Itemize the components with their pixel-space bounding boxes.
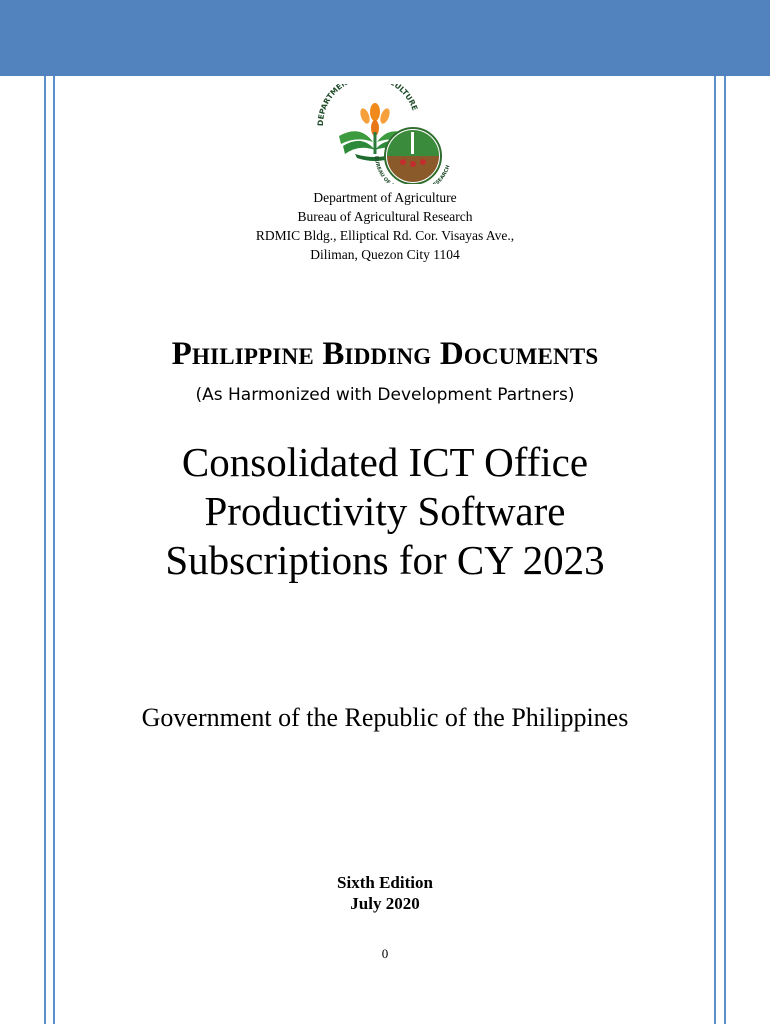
address-line-department: Department of Agriculture: [313, 190, 457, 205]
svg-text:DEPARTMENT OF AGRICULTURE: DEPARTME ULTURE: [315, 84, 420, 127]
svg-text:BUREAU OF AGRICULTURAL RESEARC: BUREAU OF SEARCH: [372, 155, 452, 184]
page-number: 0: [381, 946, 389, 961]
project-title: [0, 438, 770, 585]
project-title-line-3: Subscriptions for CY 2023: [165, 537, 605, 583]
top-band: [0, 0, 770, 76]
address-line-city: Diliman, Quezon City 1104: [310, 247, 460, 262]
project-title-line-1: Consolidated ICT Office: [181, 439, 589, 485]
agency-address: [0, 188, 770, 264]
agency-logos: [305, 84, 465, 184]
document-subheading: (As Harmonized with Development Partners): [195, 385, 575, 405]
edition-date: July 2020: [350, 894, 420, 913]
document-heading: Philippine Bidding Documents: [171, 336, 599, 372]
government-name: Government of the Republic of the Philippines: [141, 703, 629, 732]
address-line-bureau: Bureau of Agricultural Research: [297, 209, 473, 224]
address-line-building: RDMIC Bldg., Elliptical Rd. Cor. Visayas Ave.,: [255, 228, 515, 243]
edition-block: [0, 872, 770, 914]
project-title-line-2: Productivity Software: [204, 488, 566, 534]
edition-label: Sixth Edition: [337, 873, 433, 892]
